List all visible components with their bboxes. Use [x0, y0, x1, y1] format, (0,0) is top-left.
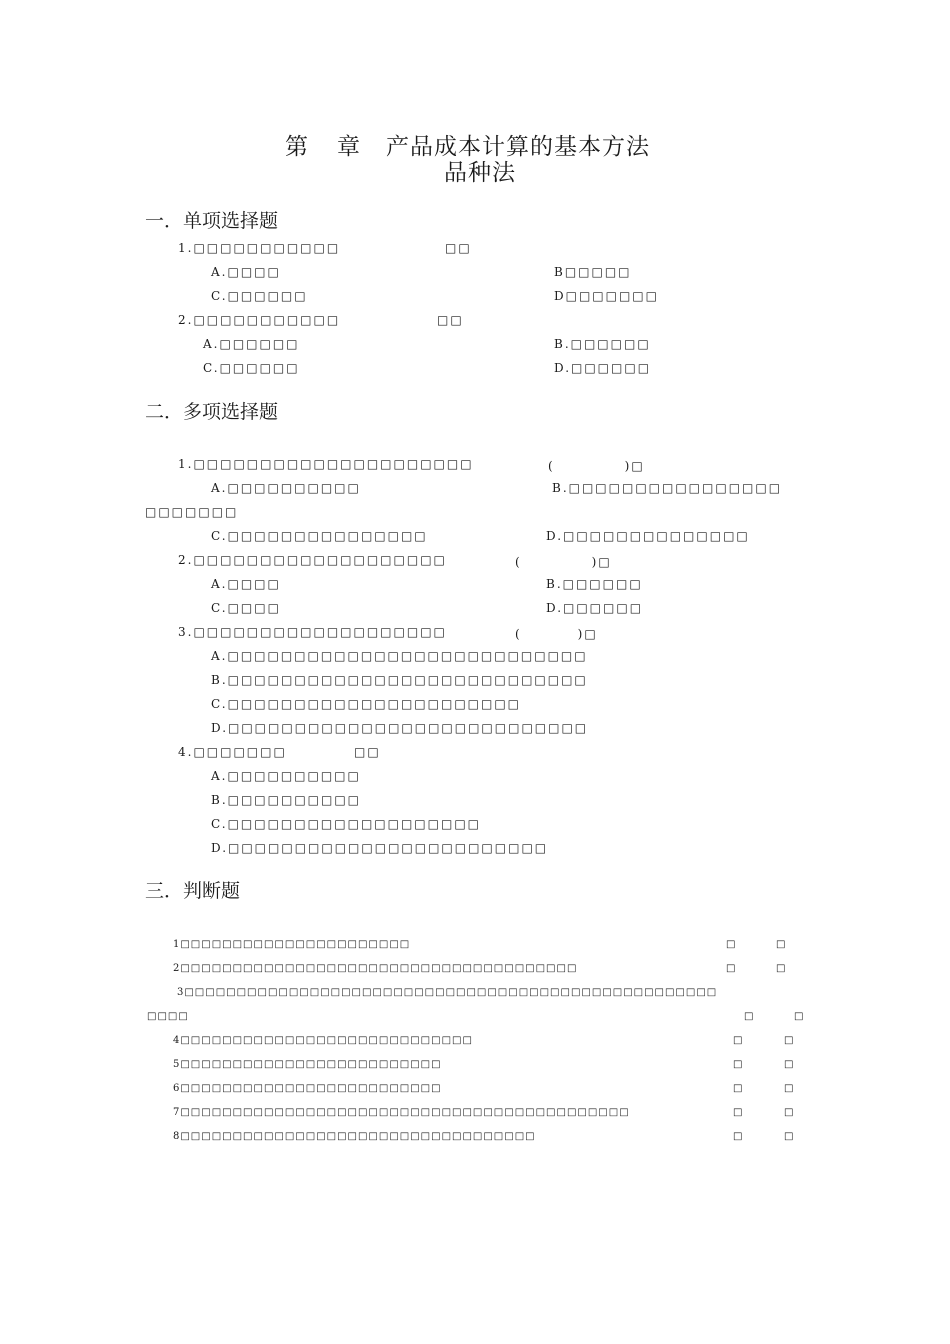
statement-text: 1□□□□□□□□□□□□□□□□□□□□□□ [173, 939, 411, 950]
option-d: D.□□□□□□□□□□□□□□ [546, 529, 750, 543]
option-b: B.□□□□□□ [546, 577, 643, 591]
question-stem: 3.□□□□□□□□□□□□□□□□□□□ [178, 625, 447, 639]
section-heading-single-choice: 一．单项选择题 [145, 210, 279, 232]
section-heading-true-false: 三．判断题 [145, 880, 241, 902]
option-d: D.□□□□□□□□□□□□□□□□□□□□□□□□ [211, 841, 549, 855]
answer-bracket-right: □ [784, 1107, 795, 1118]
option-c: C.□□□□□□ [211, 289, 308, 303]
answer-bracket-left: □ [744, 1011, 755, 1022]
option-b: B□□□□□ [554, 265, 632, 279]
option-d: D.□□□□□□ [554, 361, 652, 375]
answer-bracket-left: □ [733, 1035, 744, 1046]
answer-bracket-right: □ [784, 1059, 795, 1070]
answer-blank: ( )□ [515, 555, 612, 569]
statement-text: 6□□□□□□□□□□□□□□□□□□□□□□□□□ [173, 1083, 442, 1094]
section-heading-multiple-choice: 二．多项选择题 [145, 401, 279, 423]
option-b: B.□□□□□□□□□□□□□□□□□□□□□□□□□□□ [211, 673, 588, 687]
option-a: A.□□□□ [211, 265, 281, 279]
option-b-continuation: □□□□□□□ [145, 505, 239, 519]
option-c: C.□□□□□□□□□□□□□□□□□□□ [211, 817, 481, 831]
answer-bracket-right: □ [784, 1083, 795, 1094]
option-b: B.□□□□□□ [554, 337, 651, 351]
answer-blank: □□ [437, 313, 464, 327]
statement-text: 5□□□□□□□□□□□□□□□□□□□□□□□□□ [173, 1059, 442, 1070]
chapter-label-prefix: 第 [285, 134, 309, 160]
question-stem: 4.□□□□□□□ [178, 745, 287, 759]
answer-bracket-left: □ [733, 1131, 744, 1142]
option-c: C.□□□□ [211, 601, 281, 615]
option-c: C.□□□□□□ [203, 361, 300, 375]
statement-text: 8□□□□□□□□□□□□□□□□□□□□□□□□□□□□□□□□□□ [173, 1131, 536, 1142]
option-b: B.□□□□□□□□□□ [211, 793, 362, 807]
question-stem: 1.□□□□□□□□□□□ [178, 241, 341, 255]
answer-blank: ( )□ [548, 459, 645, 473]
question-stem: 2.□□□□□□□□□□□ [178, 313, 341, 327]
section-subtitle: 品种法 [444, 160, 516, 186]
option-c: C.□□□□□□□□□□□□□□□ [211, 529, 428, 543]
option-d: D.□□□□□□ [546, 601, 644, 615]
option-d: D□□□□□□□ [554, 289, 659, 303]
answer-blank: □□ [354, 745, 381, 759]
question-stem: 1.□□□□□□□□□□□□□□□□□□□□□ [178, 457, 474, 471]
answer-bracket-left: □ [726, 939, 737, 950]
answer-bracket-right: □ [776, 963, 787, 974]
chapter-title: 产品成本计算的基本方法 [386, 134, 650, 160]
statement-text: 3□□□□□□□□□□□□□□□□□□□□□□□□□□□□□□□□□□□□□□□□□□□□□□□□□□□ [177, 987, 718, 998]
question-stem: 2.□□□□□□□□□□□□□□□□□□□ [178, 553, 447, 567]
option-a: A.□□□□ [211, 577, 281, 591]
answer-bracket-left: □ [733, 1083, 744, 1094]
answer-bracket-right: □ [784, 1035, 795, 1046]
option-a: A.□□□□□□□□□□ [211, 769, 361, 783]
option-c: C.□□□□□□□□□□□□□□□□□□□□□□ [211, 697, 522, 711]
statement-text: 2□□□□□□□□□□□□□□□□□□□□□□□□□□□□□□□□□□□□□□ [173, 963, 578, 974]
answer-bracket-left: □ [733, 1059, 744, 1070]
answer-blank: ( )□ [515, 627, 598, 641]
option-a: A.□□□□□□□□□□□□□□□□□□□□□□□□□□□ [211, 649, 588, 663]
statement-continuation: □□□□ [147, 1011, 189, 1022]
answer-bracket-right: □ [784, 1131, 795, 1142]
answer-bracket-left: □ [733, 1107, 744, 1118]
answer-bracket-right: □ [794, 1011, 805, 1022]
option-b: B.□□□□□□□□□□□□□□□□ [552, 481, 783, 495]
statement-text: 4□□□□□□□□□□□□□□□□□□□□□□□□□□□□ [173, 1035, 473, 1046]
option-a: A.□□□□□□ [203, 337, 300, 351]
option-a: A.□□□□□□□□□□ [211, 481, 361, 495]
chapter-label-suffix: 章 [337, 134, 361, 160]
answer-bracket-left: □ [726, 963, 737, 974]
answer-blank: □□ [445, 241, 472, 255]
option-d: D.□□□□□□□□□□□□□□□□□□□□□□□□□□□ [211, 721, 589, 735]
answer-bracket-right: □ [776, 939, 787, 950]
statement-text: 7□□□□□□□□□□□□□□□□□□□□□□□□□□□□□□□□□□□□□□□□□□□ [173, 1107, 630, 1118]
